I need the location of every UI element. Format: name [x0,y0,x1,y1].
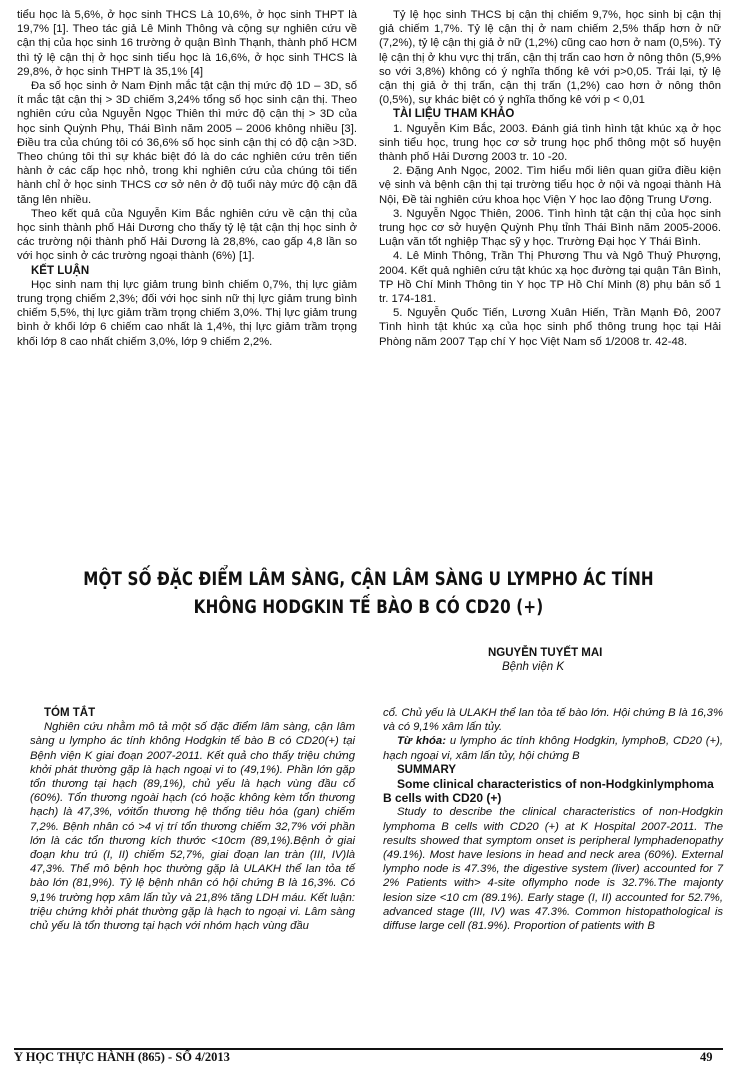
author-affiliation: Bệnh viện K [502,661,565,673]
abstract-vi-continued: cổ. Chủ yếu là ULAKH thể lan tỏa tế bào lớn. Hội chứng B là 16,3% và có 9,1% xâm lấn tủy. [383,707,723,734]
section-heading-conclusion: KẾT LUẬN [31,264,90,277]
reference-item: 2. Đặng Anh Ngọc, 2002. Tìm hiểu mối liên quan giữa điều kiện vệ sinh và bệnh cận thị tại trường tiểu học ở nội và ngoại thành Hà Nội, Đề tài nghiên cứu khoa học Viện Y học lao động Trung Ương. [379,165,721,206]
reference-item: 5. Nguyễn Quốc Tiến, Lương Xuân Hiến, Trần Mạnh Đô, 2007 Tình hình tật khúc xạ của học sinh phổ thông trung học tại Hải Phòng năm 2007 Tạp chí Y học Việt Nam số 1/2008 tr. 42-48. [379,307,721,348]
keywords [383,734,723,762]
reference-item: 3. Nguyễn Ngọc Thiên, 2006. Tình hình tật cận thị của học sinh trung học cơ sở huyện Quỳnh Phụ tỉnh Thái Bình năm 2005-2006. Luận văn tốt nghiệp Thạc sỹ y học. Trường Đại học Y Thái Bình. [379,207,721,249]
abstract-en-text: Study to describe the clinical characteristics of non-Hodgkin lymphoma B cells with CD20 (+) at K Hospital 2007-2011. The results showed that symptom onset is peripheral lymphadenopathy (49.1%). Most have lesions in head and neck area (60%). External lympho node is 47.3%, the digestive system (liver) accounted for 7 2% Patients with> 4-site oflympho node is 32.7%.The majonty lesion size <10 cm (89.1%). Early stage (I, II) accounted for 52.7%, advanced stage (III, IV) was 47.3%. Common histopathological is diffuse large cell (81.9%). Proportion of patients with B [383,806,723,933]
abstract-heading-en: SUMMARY [397,763,456,776]
section-heading-references: TÀI LIỆU THAM KHẢO [393,108,515,121]
reference-item: 4. Lê Minh Thông, Trần Thị Phương Thu và Ngô Thuỷ Phượng, 2004. Kết quả nghiên cứu tật khúc xạ học đường tại quận Tân Bình, TP Hồ Chí Minh Thông tin Y học TP Hồ Chí Minh (8) phụ bản số 1 tr. 174-181. [379,250,721,306]
paragraph: Học sinh nam thị lực giảm trung bình chiếm 0,7%, thị lực giảm trung trọng chiếm 2,3%; đối với học sinh nữ thị lực giảm trung bình chiếm 5,5%, thị lực giảm trầm trọng chiếm 3,0%. Thị lực giảm trung bình ở khối lớp 6 chiếm cao nhất là 1,4%, thị lực giảm trầm trọng khối lớp 8 cao nhất chiếm 3,0%, lớp 9 chiếm 2,2%. [17,278,357,348]
top-left-column [17,8,357,349]
keywords-text: u lympho ác tính không Hodgkin, lymphoB, CD20 (+), hạch ngoại vi, xâm lấn tủy, hội chứng B [383,735,723,762]
journal-name: Y HỌC THỰC HÀNH (865) - SỐ 4/2013 [14,1050,230,1064]
abstract-vi-text: Nghiên cứu nhằm mô tả một số đặc điểm lâm sàng, cận lâm sàng u lympho ác tính không Hodgkin tế bào B có CD20(+) tại Bệnh viện K giai đoạn 2007-2011. Kết quả cho thấy triệu chứng khởi phát thường gặp là hạch ngoại vi to (49,1%). Phần lớn gặp tổn thương tại hạch (89,1%), chủ yếu là hạch vùng đầu cổ (60%). Tổn thương ngoài hạch (có hoặc không kèm tổn thương hạch) là 47,3%, vớitổn thương hệ thống tiêu hóa (gan) chiếm 7,2%. Bệnh nhân có >4 vị trí tổn thương chiếm 32,7% với phần lớn là các tổn thương kích thước <10cm (89,1%).Bệnh ở giai đoạn khu trú (I, II) chiếm 52,7%, giai đoạn lan tràn (III, IV)là 47,3%. Thể mô bệnh học thường gặp là ULAKH thể lan tỏa tế bào lớn (81,9%). Tỷ lệ bệnh nhân có hội chứng B là 16,3%. Có 9,1% trường hợp xâm lấn tủy và 21,8% tăng LDH máu. Kết luận: triệu chứng khởi phát thường gặp là hạch to ngoại vi. Lâm sàng chủ yếu là tổn thương tại hạch với nhóm hạch vùng đầu [30,721,355,933]
keywords-label: Từ khóa: [397,735,446,748]
article-title-line-2: KHÔNG HODGKIN TẾ BÀO B CÓ CD20 (+) [193,597,544,618]
abstract-heading-vi: TÓM TẮT [44,707,96,719]
abstract-right-column [383,706,723,933]
paragraph: Theo kết quả của Nguyễn Kim Bắc nghiên cứu về cận thị của học sinh thành phố Hải Dương cho thấy tỷ lệ tật cận thị học sinh ở các trường nội thành phố Hải Dương là 28,8%, cao gấp 4,8 lần so với học sinh ở các trường ngoại thành (6%) [1]. [17,207,357,263]
top-right-column [379,8,721,349]
article-title-line-1: MỘT SỐ ĐẶC ĐIỂM LÂM SÀNG, CẬN LÂM SÀNG U LYMPHO ÁC TÍNH [83,569,654,590]
abstract-en-title: Some clinical characteristics of non-Hodgkinlymphoma B cells with CD20 (+) [383,777,714,806]
author-name: NGUYỄN TUYẾT MAI [488,647,603,659]
article-title [20,566,717,622]
paragraph: Đa số học sinh ở Nam Định mắc tật cận thị mức độ 1D – 3D, số ít mắc tật cận thị > 3D chiếm 3,24% tổng số học sinh cận thị. Theo nghiên cứu của Nguyễn Ngọc Thiên thì mức độ cận thị > 3D của học sinh Quỳnh Phụ, Thái Bình năm 2005 – 2006 không nhiều [3]. Điều tra của chúng tôi có 36,6% số học sinh cận thị có độ cận >3D. Theo chúng tôi thì sự khác biệt đó là do các nghiên cứu trên tiến hành ở các cấp học nhỏ, trong khi nghiên cứu của chúng tôi tiến hành chỉ ở học sinh THCS cơ sở nên ở độ tuổi này mức độ cận đã tăng lên nhiều. [17,80,357,206]
author-block [488,646,602,674]
page-number: 49 [700,1050,713,1064]
paragraph: tiểu học là 5,6%, ở học sinh THCS Là 10,6%, ở học sinh THPT là 19,7% [1]. Theo tác giả Lê Minh Thông và cộng sự nghiên cứu về cận thị của học sinh 16 trường ở quận Bình Thạnh, thành phố HCM thì tỷ lệ cận thị ở học sinh tiểu học là 16,6%, ở học sinh THCS là 29,8%, ở học sinh THPT là 35,1% [4] [17,9,357,78]
paragraph: Tỷ lệ học sinh THCS bị cận thị chiếm 9,7%, học sinh bị cận thị giả chiếm 1,7%. Tỷ lệ cận thị ở nam chiếm 2,5% thấp hơn ở nữ (7,2%), tỷ lệ cận thị giả ở nữ (1,2%) cũng cao hơn ở nam (0,5%). Tỷ lệ cận thị ở khu vực thị trấn, cận thị trấn cao hơn ở nông thôn (5,9% so với 3,8%) không có ý nghĩa thống kê với p>0,05. Trái lại, tỷ lệ cận thị giả ở thị trấn, cận thị trấn (1,2%) cao hơn ở nông thôn (0,5%), sự khác biệt có ý nghĩa thống kê với p < 0,01 [379,9,721,107]
abstract-left-column [30,706,355,933]
reference-item: 1. Nguyễn Kim Bắc, 2003. Đánh giá tình hình tật khúc xạ ở học sinh tiểu học, trung học cơ sở trung học phổ thông một số huyện thành phố Hải Dương 2003 tr. 10 -20. [379,122,721,164]
